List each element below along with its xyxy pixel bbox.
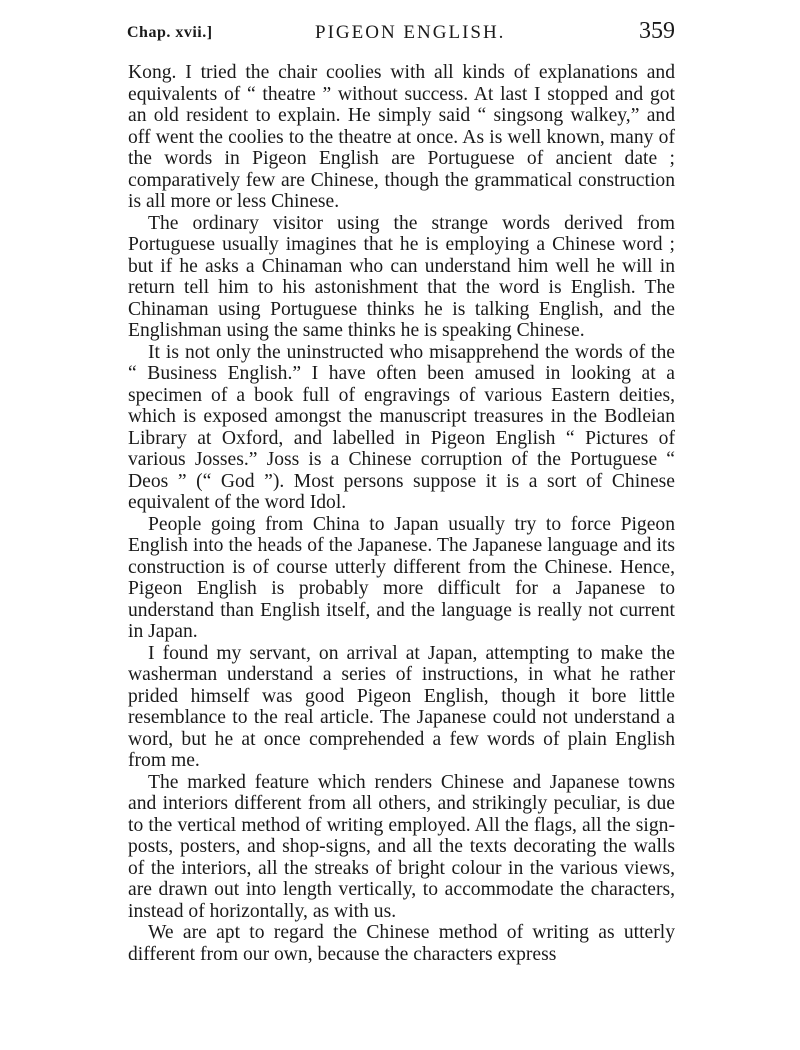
chapter-label: Chap. xvii.]: [127, 24, 213, 41]
paragraph: People going from China to Japan usually try to force Pigeon English into the heads of the Japanese. The Japanese language and its construction is of course utterly different from the Chinese. Hence, Pigeon English is probably more difficult for a Japanese to understand than English itself, and the language is really not current in Japan.: [128, 513, 675, 642]
page-number: 359: [639, 18, 675, 44]
running-title: PIGEON ENGLISH.: [315, 22, 506, 43]
body-text: [128, 62, 675, 965]
running-head: [127, 18, 675, 48]
paragraph: It is not only the uninstructed who misapprehend the words of the “ Business English.” I have often been amused in looking at a specimen of a book full of engravings of various Eastern deities, which is exposed amongst the manuscript treasures in the Bodleian Library at Oxford, and labelled in Pigeon English “ Pictures of various Josses.” Joss is a Chinese corruption of the Portuguese “ Deos ” (“ God ”). Most persons suppose it is a sort of Chinese equivalent of the word Idol.: [128, 341, 675, 513]
paragraph: The ordinary visitor using the strange words derived from Portuguese usually imagines that he is employing a Chinese word ; but if he asks a Chinaman who can understand him well he will in return tell him to his astonishment that the word is English. The Chinaman using Portuguese thinks he is talking English, and the Englishman using the same thinks he is speaking Chinese.: [128, 212, 675, 341]
paragraph: I found my servant, on arrival at Japan, attempting to make the washerman understand a series of instructions, in what he rather prided himself was good Pigeon English, though it bore little resemblance to the real article. The Japanese could not understand a word, but he at once comprehended a few words of plain English from me.: [128, 642, 675, 771]
paragraph: We are apt to regard the Chinese method of writing as utterly different from our own, because the characters express: [128, 922, 675, 965]
paragraph: Kong. I tried the chair coolies with all kinds of explanations and equivalents of “ theatre ” without success. At last I stopped and got an old resident to explain. He simply said “ singsong walkey,” and off went the coolies to the theatre at once. As is well known, many of the words in Pigeon English are Portuguese of ancient date ; comparatively few are Chinese, though the grammatical construction is all more or less Chinese.: [128, 62, 675, 212]
paragraph: The marked feature which renders Chinese and Japanese towns and interiors different from all others, and strikingly peculiar, is due to the vertical method of writing employed. All the flags, all the sign-posts, posters, and shop-signs, and all the texts decorating the walls of the interiors, all the streaks of bright colour in the various views, are drawn out into length vertically, to accommodate the characters, instead of horizontally, as with us.: [128, 771, 675, 922]
